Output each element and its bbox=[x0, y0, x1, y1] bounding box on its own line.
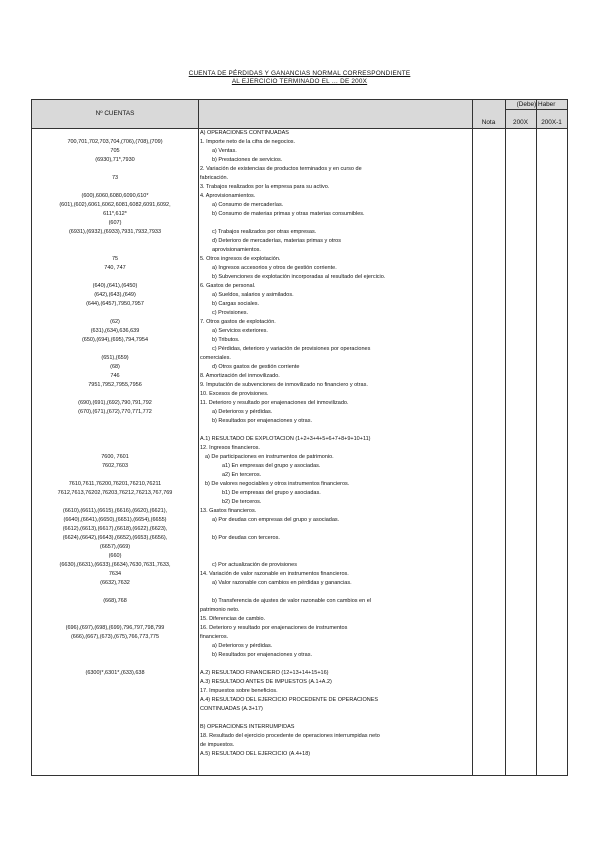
account-code-cell: 7610,7611,76200,76201,76210,76211 bbox=[68, 481, 162, 487]
account-code-cell: 700,701,702,703,704,(706),(708),(709) bbox=[67, 139, 163, 145]
concept-cell: de impuestos. bbox=[200, 742, 235, 748]
account-code-cell: 75 bbox=[111, 256, 119, 262]
concept-cell: a) Deterioros y pérdidas. bbox=[212, 409, 273, 415]
column-divider bbox=[505, 100, 506, 775]
profit-loss-table bbox=[31, 99, 568, 776]
concept-cell: financieros. bbox=[200, 634, 229, 640]
concept-cell: comerciales. bbox=[200, 355, 231, 361]
account-code-cell: (6930),71*,7930 bbox=[95, 157, 135, 163]
concept-cell: a) Por deudas con empresas del grupo y asociadas. bbox=[212, 517, 340, 523]
concept-cell: a) Sueldos, salarios y asimilados. bbox=[212, 292, 294, 298]
header-debe-haber: (Debe) Haber bbox=[516, 101, 556, 108]
concept-cell: A.3) RESULTADO ANTES DE IMPUESTOS (A.1+A.2) bbox=[200, 679, 332, 685]
concept-cell: a) Deterioros y pérdidas. bbox=[212, 643, 273, 649]
account-code-cell: (6632),7632 bbox=[100, 580, 130, 586]
account-code-cell: (670),(671),(672),770,771,772 bbox=[78, 409, 152, 415]
column-divider bbox=[198, 100, 199, 775]
account-code-cell: 7634 bbox=[108, 571, 122, 577]
concept-cell: A) OPERACIONES CONTINUADAS bbox=[200, 130, 289, 136]
concept-cell: d) Deterioro de mercaderías, materias primas y otros bbox=[212, 238, 341, 244]
concept-cell: b1) De empresas del grupo y asociadas. bbox=[222, 490, 321, 496]
concept-cell: 10. Excesos de provisiones. bbox=[200, 391, 269, 397]
account-code-cell: (644),(6457),7950,7957 bbox=[86, 301, 144, 307]
concept-cell: 6. Gastos de personal. bbox=[200, 283, 256, 289]
account-code-cell: (668),768 bbox=[103, 598, 127, 604]
account-code-cell: (601),(602),6061,6062,6081,6082,6091,6092, bbox=[59, 202, 171, 208]
concept-cell: c) Pérdidas, deterioro y variación de provisiones por operaciones bbox=[212, 346, 371, 352]
account-code-cell: (6624),(6642),(6643),(6652),(6653),(6656), bbox=[62, 535, 168, 541]
account-code-cell: (68) bbox=[110, 364, 120, 370]
concept-cell: b) Resultados por enajenaciones y otras. bbox=[212, 652, 312, 658]
concept-cell: c) Por actualización de provisiones bbox=[212, 562, 297, 568]
concept-cell: a) Consumo de mercaderías. bbox=[212, 202, 284, 208]
concept-cell: b) Resultados por enajenaciones y otras. bbox=[212, 418, 312, 424]
concept-cell: 11. Deterioro y resultado por enajenaciones del inmovilizado. bbox=[200, 400, 349, 406]
report-title-line-2: AL EJERCICIO TERMINADO EL … DE 200X bbox=[231, 78, 368, 85]
account-code-cell: (6931),(6932),(6933),7931,7932,7933 bbox=[68, 229, 162, 235]
account-code-cell: 740, 747 bbox=[104, 265, 126, 271]
account-code-cell: (651),(659) bbox=[101, 355, 129, 361]
concept-cell: b) Por deudas con terceros. bbox=[212, 535, 280, 541]
concept-cell: b) Tributos. bbox=[212, 337, 240, 343]
account-code-cell: (660) bbox=[108, 553, 122, 559]
concept-cell: 16. Deterioro y resultado por enajenaciones de instrumentos bbox=[200, 625, 348, 631]
concept-cell: 4. Aprovisionamientos. bbox=[200, 193, 256, 199]
concept-cell: A.4) RESULTADO DEL EJERCICIO PROCEDENTE DE OPERACIONES bbox=[200, 697, 379, 703]
concept-cell: b) De valores negociables y otros instrumentos financieros. bbox=[205, 481, 350, 487]
concept-cell: b) Prestaciones de servicios. bbox=[212, 157, 283, 163]
concept-cell: d) Otros gastos de gestión corriente bbox=[212, 364, 300, 370]
account-code-cell: 7600, 7601 bbox=[101, 454, 129, 460]
concept-cell: a) Ventas. bbox=[212, 148, 237, 154]
header-nota: Nota bbox=[481, 119, 496, 126]
account-code-cell: (607) bbox=[108, 220, 122, 226]
concept-cell: 7. Otros gastos de explotación. bbox=[200, 319, 276, 325]
concept-cell: 17. Impuestos sobre beneficios. bbox=[200, 688, 278, 694]
account-code-cell: (631),(634),636,639 bbox=[90, 328, 140, 334]
header-year-current: 200X bbox=[513, 119, 528, 126]
concept-cell: aprovisionamientos. bbox=[212, 247, 261, 253]
concept-cell: A.2) RESULTADO FINANCIERO (12+13+14+15+16) bbox=[200, 670, 329, 676]
account-code-cell: (6610),(6611),(6615),(6616),(6620),(6621), bbox=[62, 508, 168, 514]
concept-cell: b2) De terceros. bbox=[222, 499, 262, 505]
concept-cell: c) Provisiones. bbox=[212, 310, 249, 316]
account-code-cell: 611*,612* bbox=[103, 211, 127, 217]
concept-cell: 18. Resultado del ejercicio procedente de operaciones interrumpidas neto bbox=[200, 733, 380, 739]
account-code-cell: (696),(697),(698),(699),796,797,798,799 bbox=[65, 625, 165, 631]
concept-cell: 2. Variación de existencias de productos terminados y en curso de bbox=[200, 166, 362, 172]
concept-cell: 12. Ingresos financieros. bbox=[200, 445, 260, 451]
account-code-cell: (62) bbox=[110, 319, 120, 325]
account-code-cell: 746 bbox=[110, 373, 120, 379]
concept-cell: 5. Otros ingresos de explotación. bbox=[200, 256, 281, 262]
concept-cell: A.5) RESULTADO DEL EJERCICIO (A.4+18) bbox=[200, 751, 311, 757]
concept-cell: fabricación. bbox=[200, 175, 229, 181]
concept-cell: 13. Gastos financieros. bbox=[200, 508, 257, 514]
concept-cell: c) Trabajos realizados por otras empresas. bbox=[212, 229, 317, 235]
concept-cell: a) Valor razonable con cambios en pérdidas y ganancias. bbox=[212, 580, 352, 586]
concept-cell: 15. Diferencias de cambio. bbox=[200, 616, 266, 622]
concept-cell: a1) En empresas del grupo y asociadas. bbox=[222, 463, 321, 469]
concept-cell: a) Servicios exteriores. bbox=[212, 328, 268, 334]
header-year-previous: 200X-1 bbox=[541, 119, 562, 126]
account-code-cell: (6657),(669) bbox=[99, 544, 131, 550]
concept-cell: a) De participaciones en instrumentos de patrimonio. bbox=[205, 454, 334, 460]
concept-cell: b) Subvenciones de explotación incorporadas al resultado del ejercicio. bbox=[212, 274, 386, 280]
account-code-cell: 7612,7613,76202,76203,76212,76213,767,769 bbox=[57, 490, 173, 496]
account-code-cell: (6640),(6641),(6650),(6651),(6654),(6655) bbox=[63, 517, 167, 523]
account-code-cell: 7951,7952,7955,7956 bbox=[88, 382, 142, 388]
account-code-cell: 73 bbox=[111, 175, 119, 181]
account-code-cell: 705 bbox=[110, 148, 120, 154]
account-code-cell: 7602,7603 bbox=[102, 463, 128, 469]
concept-cell: b) Cargas sociales. bbox=[212, 301, 260, 307]
header-cuentas: Nº CUENTAS bbox=[95, 110, 135, 117]
concept-cell: B) OPERACIONES INTERRUMPIDAS bbox=[200, 724, 295, 730]
concept-cell: a2) En terceros. bbox=[222, 472, 262, 478]
account-code-cell: (6630),(6631),(6633),(6634),7630,7631,7633, bbox=[59, 562, 171, 568]
concept-cell: b) Transferencia de ajustes de valor razonable con cambios en el bbox=[212, 598, 371, 604]
concept-cell: 8. Amortización del inmovilizado. bbox=[200, 373, 280, 379]
account-code-cell: (642),(643),(649) bbox=[94, 292, 136, 298]
account-code-cell: (666),(667),(673),(675),766,773,775 bbox=[70, 634, 160, 640]
account-code-cell: (6612),(6613),(6617),(6618),(6622),(6623), bbox=[62, 526, 168, 532]
column-divider bbox=[536, 100, 537, 775]
concept-cell: CONTINUADAS (A.3+17) bbox=[200, 706, 263, 712]
concept-cell: a) Ingresos accesorios y otros de gestión corriente. bbox=[212, 265, 337, 271]
concept-cell: 9. Imputación de subvenciones de inmovilizado no financiero y otras. bbox=[200, 382, 368, 388]
concept-cell: patrimonio neto. bbox=[200, 607, 240, 613]
header-divider bbox=[505, 109, 567, 110]
report-title-line-1: CUENTA DE PÉRDIDAS Y GANANCIAS NORMAL CORRESPONDIENTE bbox=[188, 70, 411, 77]
concept-cell: 14. Variación de valor razonable en instrumentos financieros. bbox=[200, 571, 349, 577]
account-code-cell: (690),(691),(692),790,791,792 bbox=[78, 400, 152, 406]
account-code-cell: (6300)*,6301*,(633),638 bbox=[85, 670, 145, 676]
account-code-cell: (640),(641),(6450) bbox=[92, 283, 138, 289]
concept-cell: b) Consumo de materias primas y otras materias consumibles. bbox=[212, 211, 365, 217]
concept-cell: 1. Importe neto de la cifra de negocios. bbox=[200, 139, 296, 145]
concept-cell: 3. Trabajos realizados por la empresa para su activo. bbox=[200, 184, 330, 190]
account-code-cell: (600),6060,6080,6090,610* bbox=[81, 193, 149, 199]
concept-cell: A.1) RESULTADO DE EXPLOTACIÓN (1+2+3+4+5+6+7+8+9+10+11) bbox=[200, 436, 371, 442]
account-code-cell: (650),(694),(695),794,7954 bbox=[81, 337, 149, 343]
